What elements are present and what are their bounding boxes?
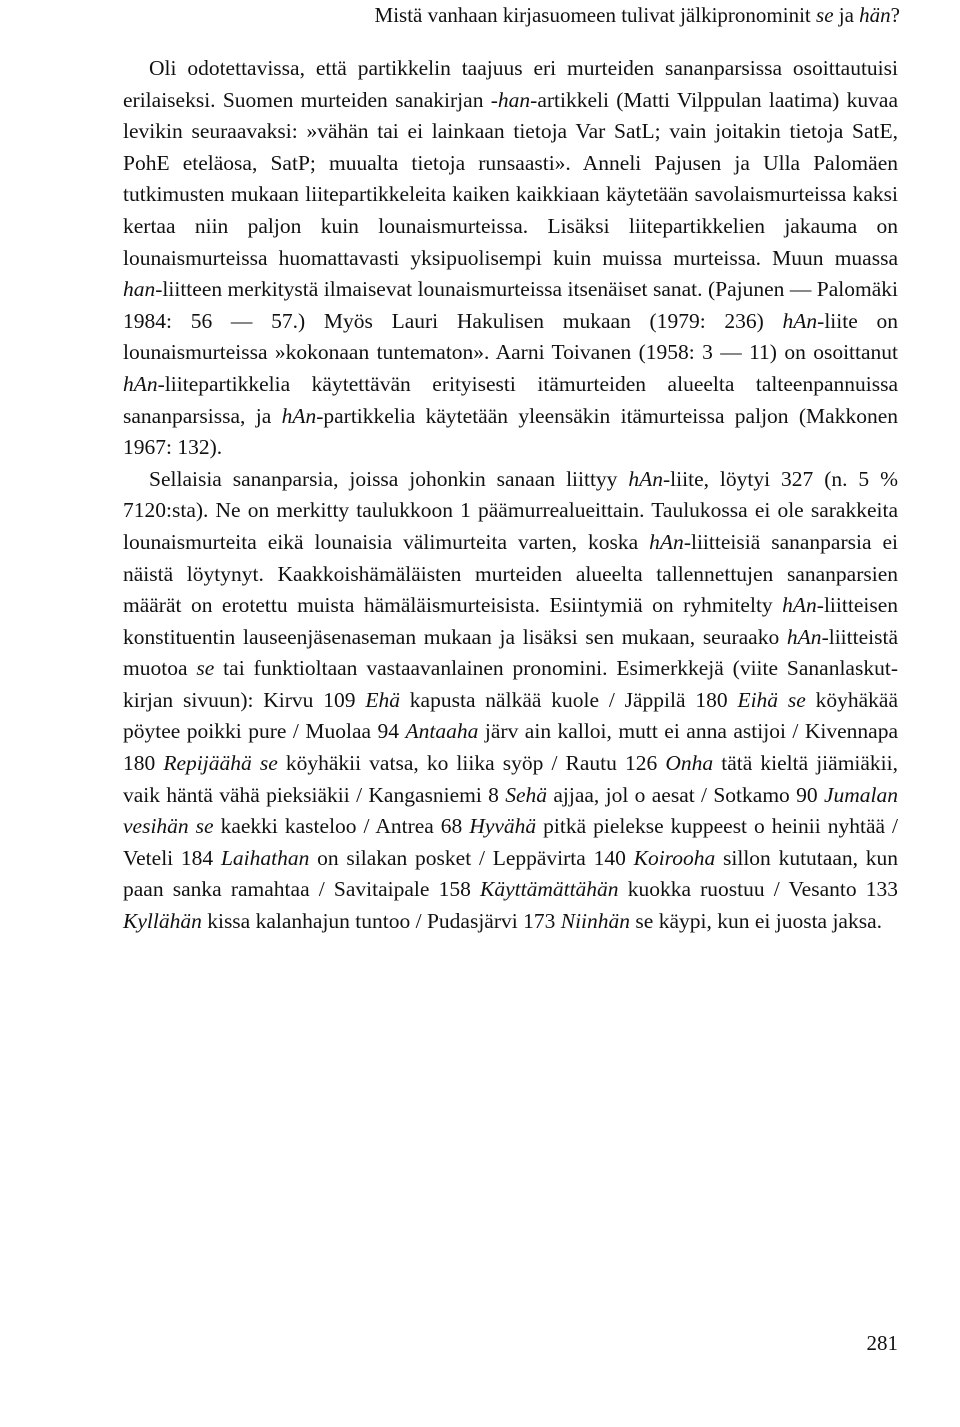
paragraph-2 — [123, 464, 898, 938]
body-text — [123, 53, 898, 938]
text-run: se käypi, kun ei juosta jaksa. — [630, 909, 883, 934]
text-run: -partikkelia käytetään yleensäkin itämurteissa paljon (Makkonen 1967: 132). — [123, 403, 898, 460]
italic-example: Hyvähä — [469, 814, 537, 839]
text-run: on silakan posket / Leppävirta 140 — [309, 845, 634, 870]
text-run: sillon kututaan, kun paan sanka ramahtaa / Savitaipale 158 — [123, 845, 898, 902]
header-text-mid: ja — [833, 3, 860, 27]
italic-term: hAn — [281, 403, 317, 428]
italic-example: Niinhän — [560, 909, 631, 934]
page-number: 281 — [866, 1331, 898, 1355]
italic-term: han — [497, 87, 531, 112]
text-run: -liitepartikkelia käytettävän erityisesti itämurteiden alueelta talteenpannuissa sananparsissa, ja — [123, 371, 898, 428]
italic-example: Repijäähä se — [163, 751, 278, 776]
text-run: -liite, löytyi 327 (n. 5 % 7120:sta). Ne on merkitty taulukkoon 1 päämurrealueittain. Taulukossa ei ole sarakkeita lounaismurteita eikä lounaisia välimurteita varten, koska — [123, 466, 898, 554]
header-italic-han: hän — [859, 3, 891, 27]
text-run: -liitteisen konstituentin lauseenjäsenaseman mukaan ja lisäksi sen mukaan, seuraako — [123, 593, 898, 649]
italic-example: Antaaha — [405, 719, 479, 744]
text-run: köyhäkii vatsa, ko liika syöp / Rautu 126 — [277, 751, 666, 776]
text-run: -liite on lounaismurteissa »kokonaan tuntematon». Aarni Toivanen (1958: 3 — 11) on osoittanut — [123, 308, 898, 365]
italic-term: hAn — [649, 529, 684, 554]
italic-term: se — [196, 656, 215, 681]
italic-example: Jumalan vesihän se — [123, 782, 898, 839]
text-run: kapusta nälkää kuole / Jäppilä 180 — [399, 687, 738, 712]
header-italic-se: se — [816, 3, 834, 27]
text-run: järv ain kalloi, mutt ei anna astijoi / Kivennapa 180 — [123, 719, 899, 776]
text-run: köyhäkää pöytee poikki pure / Muolaa 94 — [123, 687, 898, 744]
running-header — [160, 2, 900, 28]
header-text: Mistä vanhaan kirjasuomeen tulivat jälkipronominit — [374, 3, 817, 27]
italic-example: Sehä — [505, 782, 548, 807]
italic-example: Laihathan — [220, 845, 310, 870]
italic-term: hAn — [782, 593, 817, 618]
italic-term: hAn — [786, 624, 822, 649]
text-run: tätä kieltä jiämiäkii, vaik häntä vähä pieksiäkii / Kangasniemi 8 — [123, 751, 899, 807]
italic-example: Eihä se — [737, 687, 806, 712]
text-run: -artikkeli (Matti Vilppulan laatima) kuvaa levikin seuraavaksi: »vähän tai ei lainkaan tietoja Var SatL; vain joitakin tietoja SatE, PohE eteläosa, SatP; muualta tietoja runsaasti». Anneli Pajusen ja Ulla Palomäen tutkimusten mukaan liitepartikkeleita kaiken kaikkiaan käytetään savolaismurteissa kaksi kertaa niin paljon kuin lounaismurteissa. Lisäksi liitepartikkelien jakauma on lounaismurteissa huomattavasti yksipuolisempi kuin muissa murteissa. Muun muassa — [123, 87, 898, 270]
italic-term: han — [123, 277, 156, 302]
italic-example: Kyllähän — [123, 909, 202, 934]
text-run: -liitteisiä sananparsia ei näistä löytynyt. Kaakkoishämäläisten murteiden alueelta tallennettujen sananparsien määrät on erotettu muista hämäläismurteisista. Esiintymiä on ryhmitelty — [123, 529, 898, 618]
italic-example: Käyttämättähän — [479, 877, 619, 902]
text-run: kaekki kasteloo / Antrea 68 — [213, 814, 470, 839]
text-run: kissa kalanhajun tuntoo / Pudasjärvi 173 — [201, 909, 561, 934]
italic-term: hAn — [123, 371, 158, 396]
header-question-mark: ? — [890, 3, 900, 27]
italic-term: hAn — [628, 466, 664, 491]
text-run: ajjaa, jol o aesat / Sotkamo 90 — [547, 782, 824, 807]
italic-example: Koirooha — [633, 845, 716, 870]
italic-example: Ehä — [365, 687, 400, 712]
paragraph-1 — [123, 53, 898, 464]
italic-example: Onha — [665, 751, 714, 776]
text-run: -liitteistä muotoa — [123, 624, 898, 681]
text-run: kuokka ruostuu / Vesanto 133 — [618, 877, 899, 902]
italic-term: hAn — [782, 308, 818, 333]
text-run: pitkä pielekse kuppeest o heinii nyhtää / Veteli 184 — [123, 814, 899, 870]
text-run: -liitteen merkitystä ilmaisevat lounaismurteissa itsenäiset sanat. (Pajunen — Palomäki 1984: 56 — 57.) Myös Lauri Hakulisen mukaan (1979: 236) — [123, 277, 898, 333]
text-run: Sellaisia sananparsia, joissa johonkin sanaan liittyy — [149, 466, 629, 491]
text-run: tai funktioltaan vastaavanlainen pronomini. Esimerkkejä (viite Sananlaskut-kirjan sivuun): Kirvu 109 — [123, 656, 898, 712]
text-run: Oli odotettavissa, että partikkelin taajuus eri murteiden sananparsissa osoittautuisi erilaiseksi. Suomen murteiden sanakirjan - — [123, 56, 898, 112]
